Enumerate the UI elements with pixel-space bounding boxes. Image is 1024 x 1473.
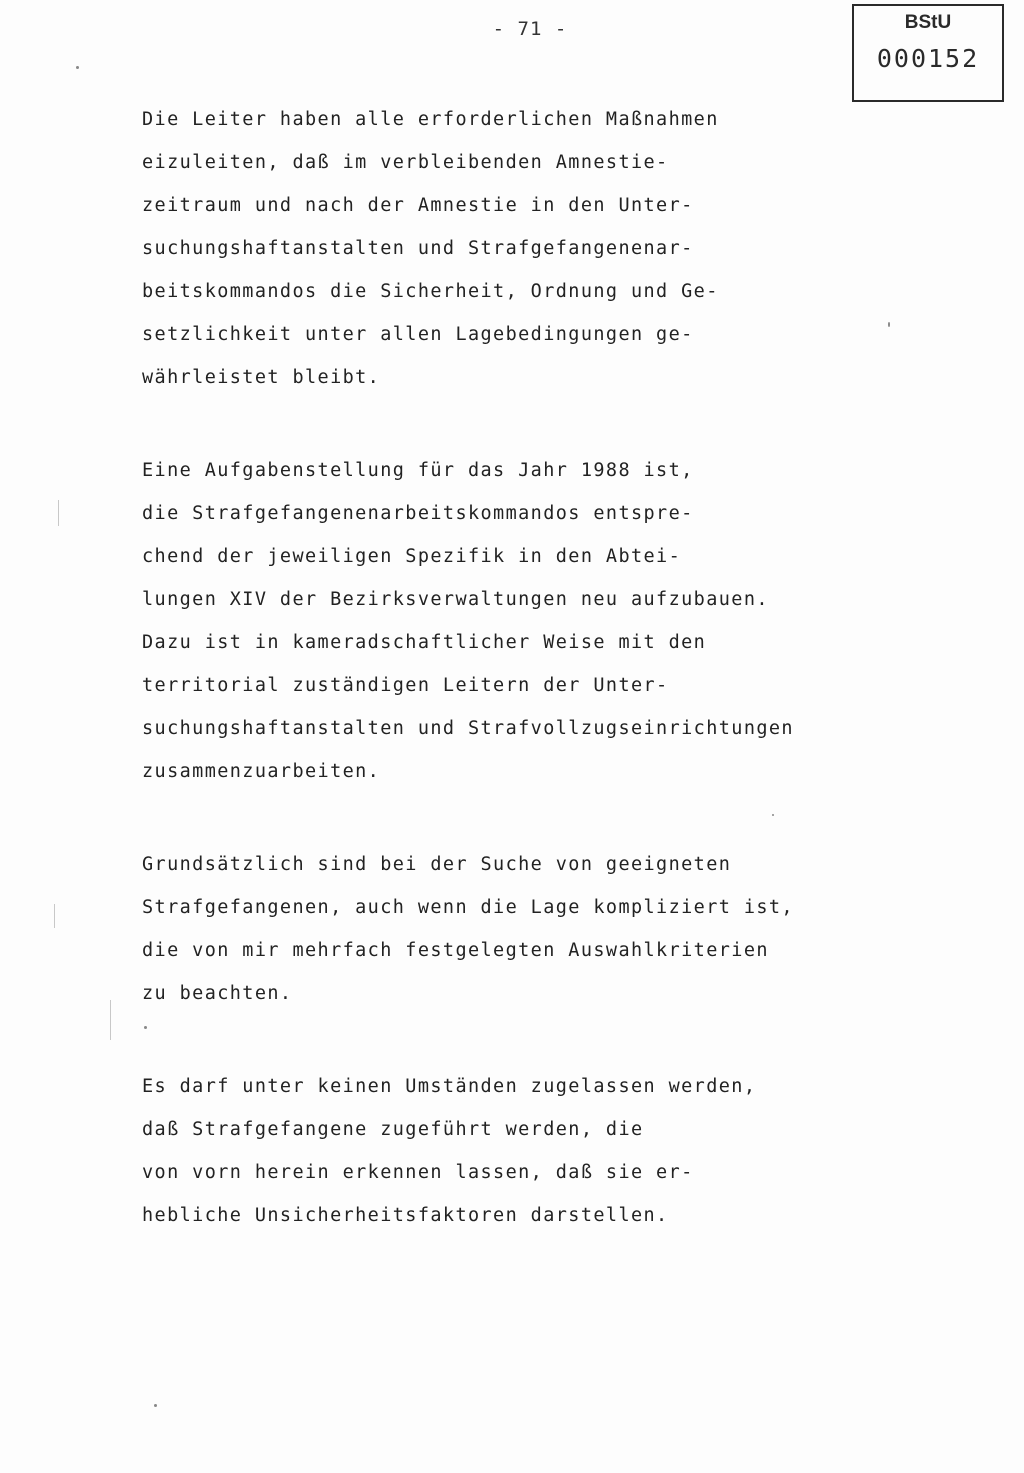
text-line: die Strafgefangenenarbeitskommandos entspre- (142, 503, 694, 524)
stamp-number: 000152 (876, 44, 980, 73)
text-line: zu beachten. (142, 983, 293, 1004)
text-line: Eine Aufgabenstellung für das Jahr 1988 ist, (142, 460, 694, 481)
paragraph-gap (142, 1015, 862, 1065)
text-line: zeitraum und nach der Amnestie in den Unter- (142, 195, 694, 216)
paragraph-2 (142, 449, 862, 793)
scan-speck (772, 814, 774, 816)
paragraph-gap (142, 399, 862, 449)
text-line: von vorn herein erkennen lassen, daß sie er- (142, 1162, 694, 1183)
scan-speck (144, 1026, 147, 1029)
text-line: hebliche Unsicherheitsfaktoren darstellen. (142, 1205, 669, 1226)
text-line: suchungshaftanstalten und Strafvollzugseinrichtungen (142, 718, 794, 739)
text-line: chend der jeweiligen Spezifik in den Abtei- (142, 546, 682, 567)
text-line: lungen XIV der Bezirksverwaltungen neu aufzubauen. (142, 589, 769, 610)
archive-stamp (852, 4, 1004, 102)
text-line: territorial zuständigen Leitern der Unter- (142, 675, 669, 696)
paragraph-4 (142, 1065, 862, 1237)
text-line: zusammenzuarbeiten. (142, 761, 381, 782)
margin-mark (58, 500, 59, 526)
paragraph-gap (142, 793, 862, 843)
text-line: eizuleiten, daß im verbleibenden Amnestie- (142, 152, 669, 173)
text-line: beitskommandos die Sicherheit, Ordnung und Ge- (142, 281, 719, 302)
text-line: suchungshaftanstalten und Strafgefangenenar- (142, 238, 694, 259)
page-number: - 71 - (492, 18, 568, 40)
margin-mark (54, 904, 55, 928)
scan-speck (154, 1404, 157, 1407)
scan-speck (76, 66, 79, 69)
text-line: setzlichkeit unter allen Lagebedingungen ge- (142, 324, 694, 345)
text-line: Grundsätzlich sind bei der Suche von geeigneten (142, 854, 732, 875)
margin-mark (110, 1000, 111, 1040)
text-line: Strafgefangenen, auch wenn die Lage kompliziert ist, (142, 897, 794, 918)
paragraph-3 (142, 843, 862, 1015)
text-line: währleistet bleibt. (142, 367, 381, 388)
text-line: Dazu ist in kameradschaftlicher Weise mit den (142, 632, 707, 653)
document-body (142, 98, 862, 1237)
text-line: Es darf unter keinen Umständen zugelassen werden, (142, 1076, 757, 1097)
paragraph-1 (142, 98, 862, 399)
text-line: daß Strafgefangene zugeführt werden, die (142, 1119, 644, 1140)
stamp-org: BStU (904, 12, 952, 33)
scan-speck (888, 322, 890, 327)
text-line: Die Leiter haben alle erforderlichen Maßnahmen (142, 109, 719, 130)
text-line: die von mir mehrfach festgelegten Auswahlkriterien (142, 940, 769, 961)
